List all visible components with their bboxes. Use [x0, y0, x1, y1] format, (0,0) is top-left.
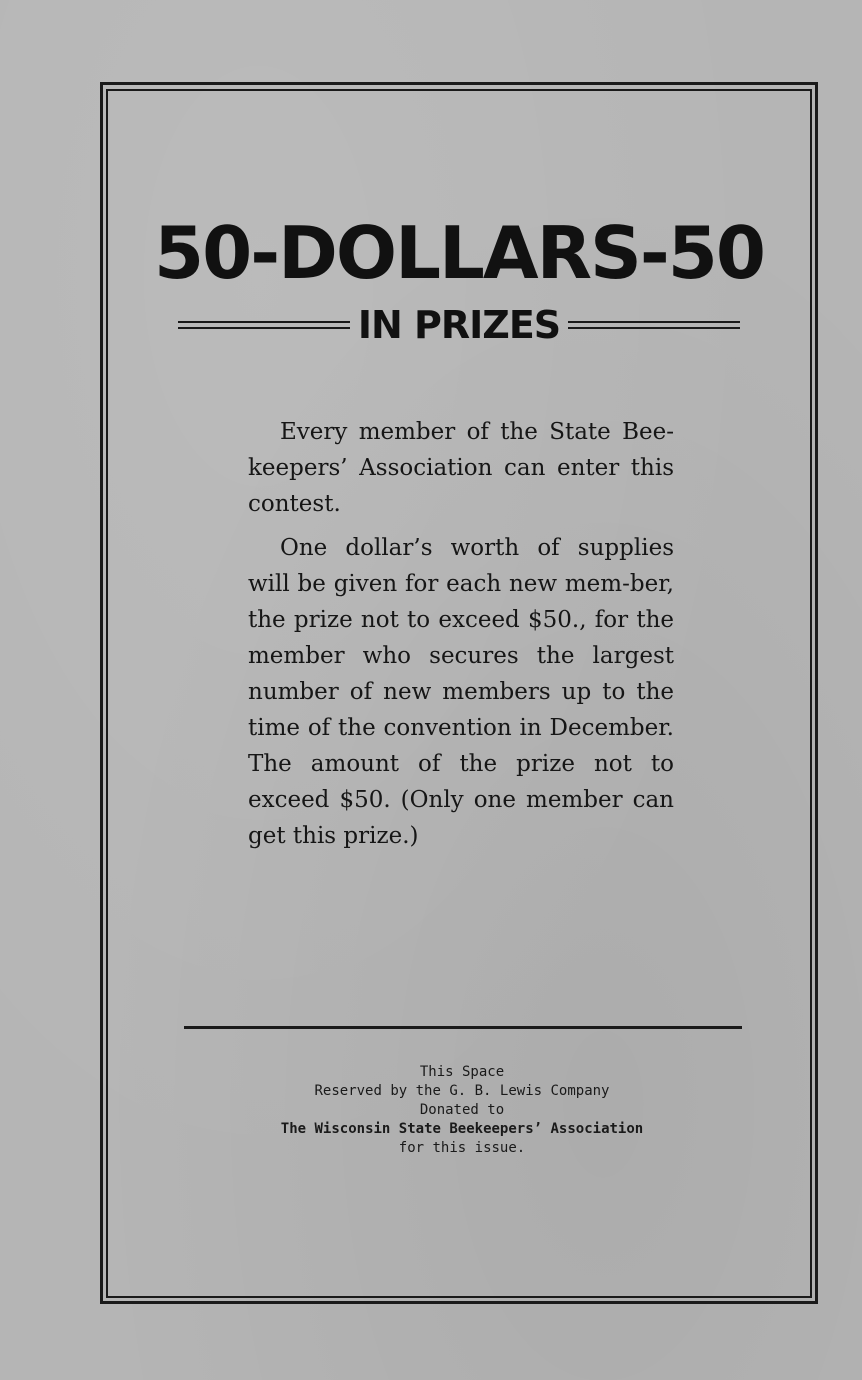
paragraph-eligibility: Every member of the State Bee-keepers’ Association can enter this contest. — [248, 419, 674, 517]
credit-line-1: This Space — [419, 1064, 505, 1080]
divider-rule — [184, 1026, 742, 1029]
credit-line-5: for this issue. — [398, 1140, 526, 1156]
subhead: IN PRIZES — [357, 303, 561, 347]
left-double-rule — [178, 321, 350, 329]
credit-line-2: Reserved by the G. B. Lewis Company — [314, 1083, 610, 1099]
sponsor-credit — [200, 1063, 724, 1158]
body-text — [248, 414, 674, 862]
credit-line-3: Donated to — [419, 1102, 505, 1118]
right-double-rule — [568, 321, 740, 329]
credit-line-4: The Wisconsin State Beekeepers’ Association — [280, 1121, 644, 1137]
subhead-row — [178, 300, 740, 350]
headline: 50-DOLLARS-50 — [154, 211, 764, 295]
paragraph-prize-rules: One dollar’s worth of supplies will be given for each new mem-ber, the prize not to exceed $50., for the member who secures the largest number of new members up to the time of the convention in December. The amount of the prize not to exceed $50. (Only one member can get this prize.) — [248, 535, 674, 849]
